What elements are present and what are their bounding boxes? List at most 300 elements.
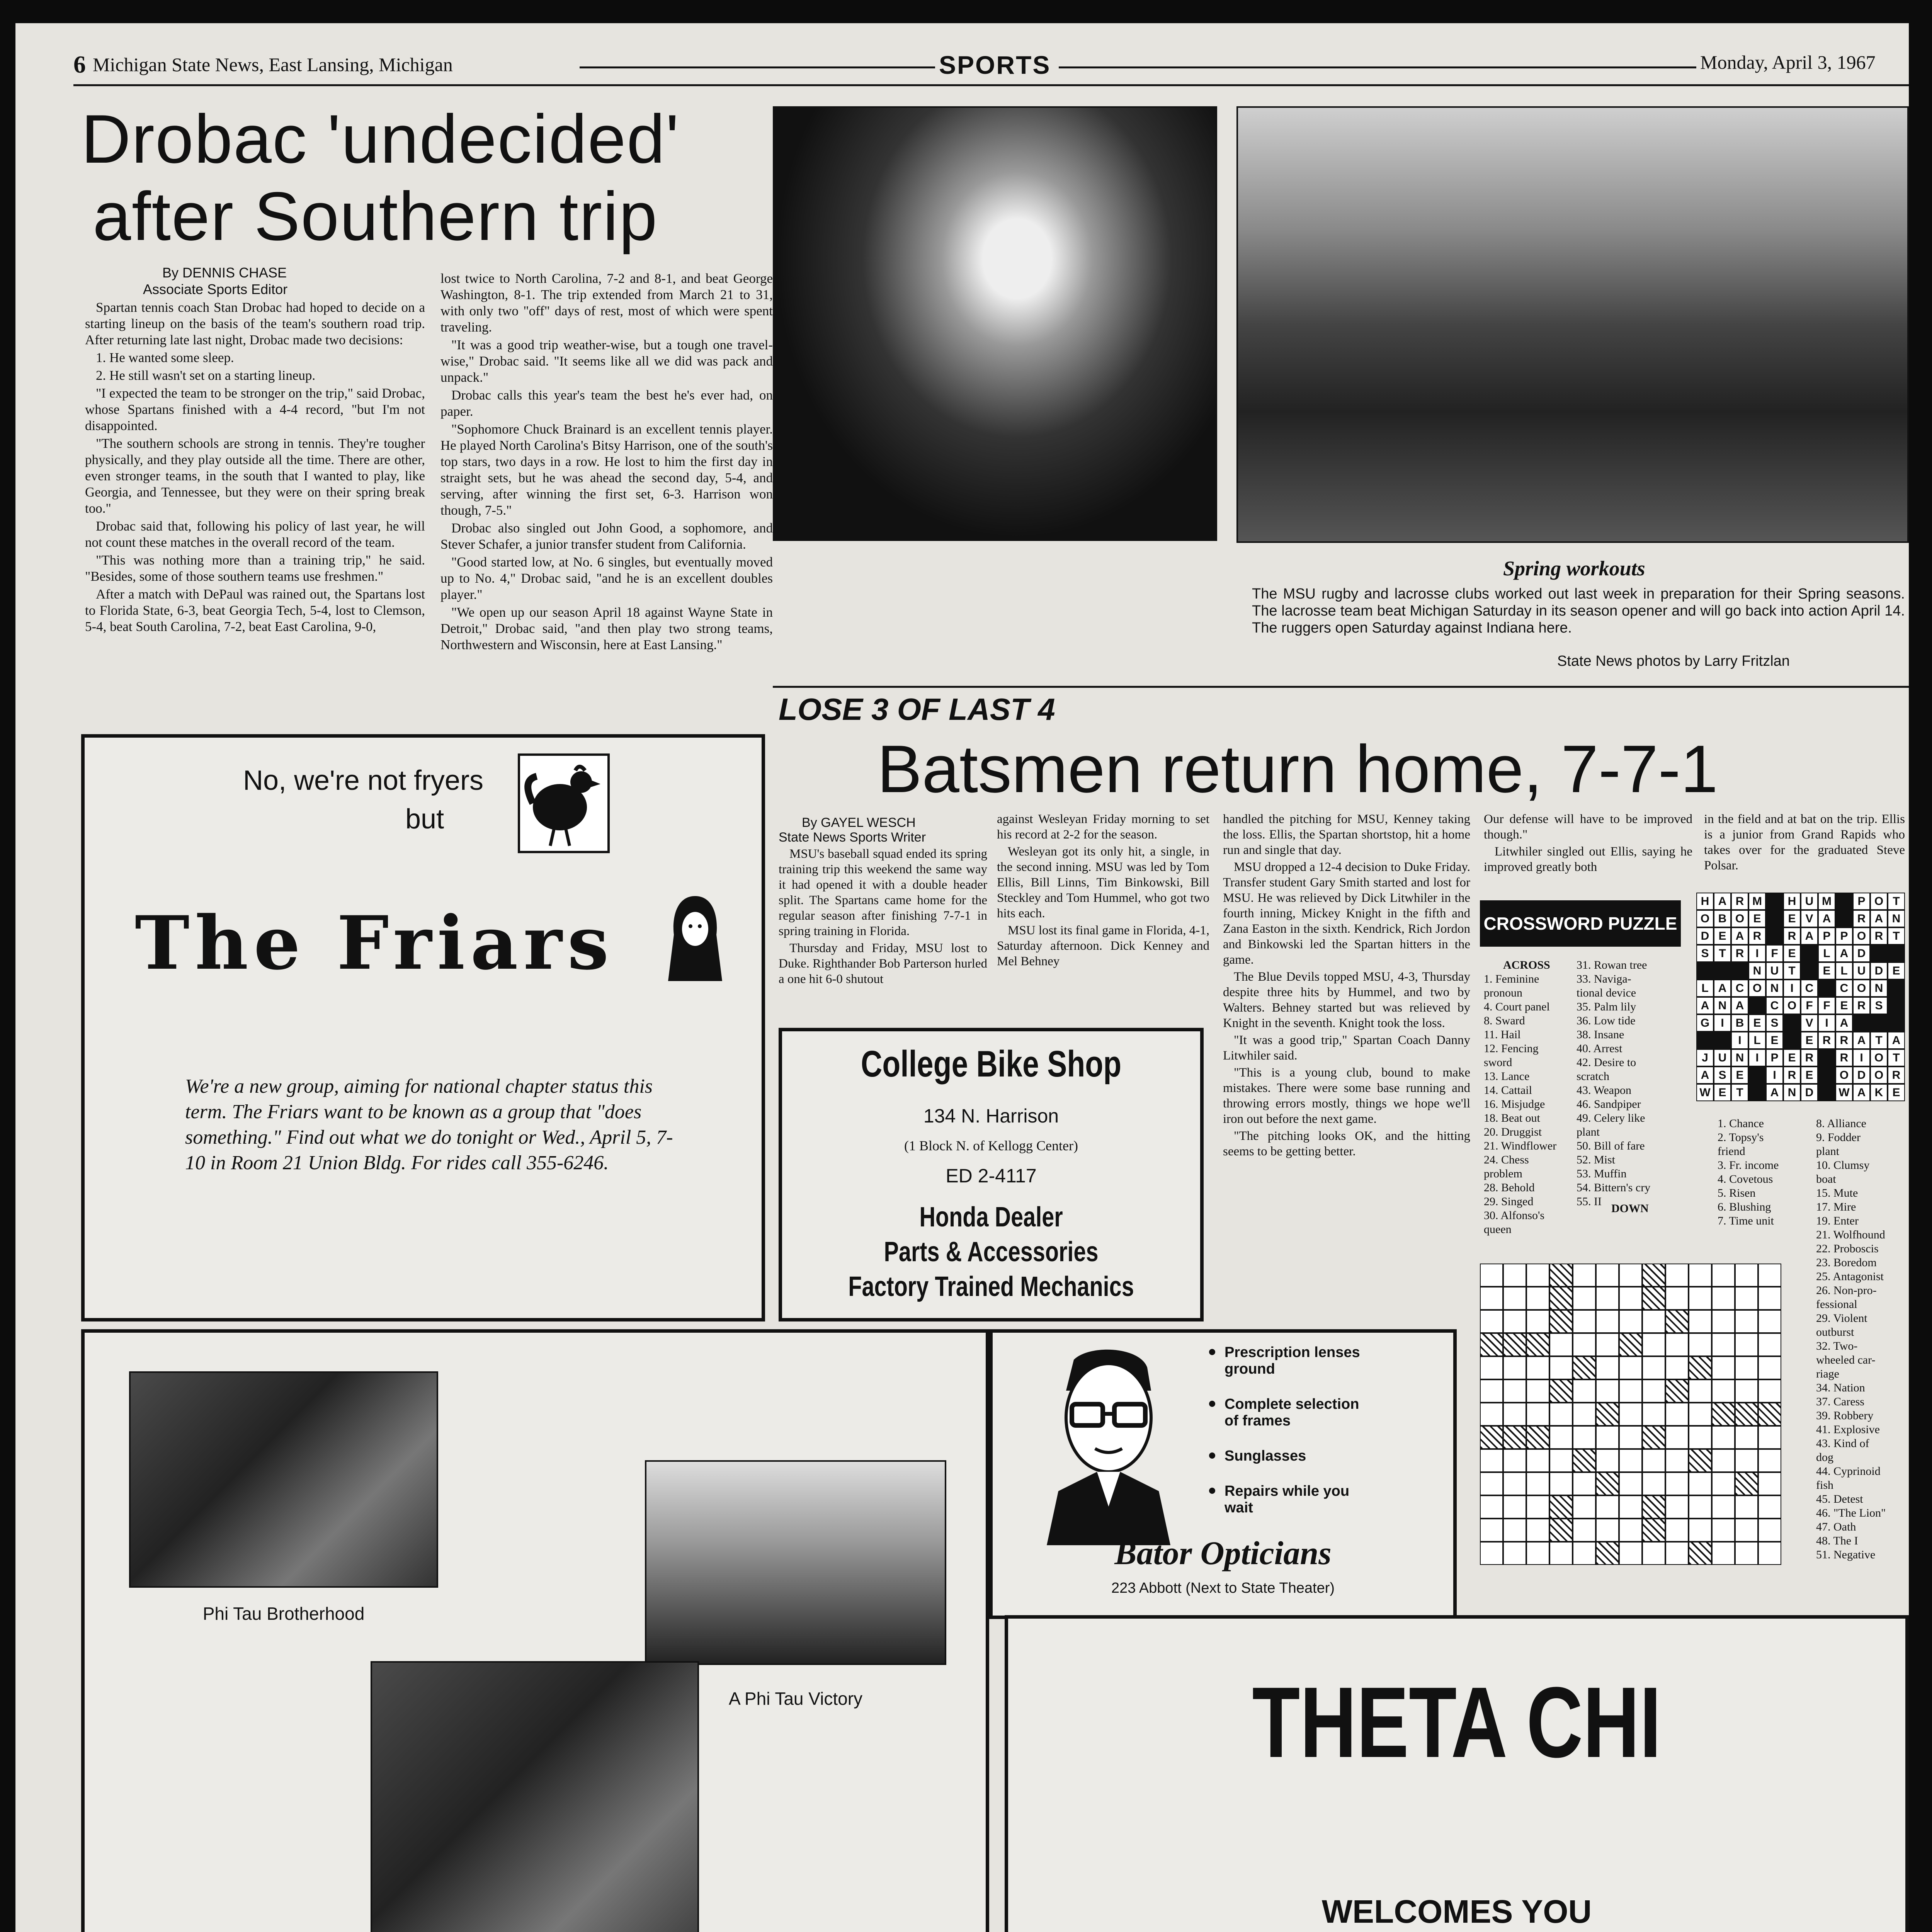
crossword-square[interactable] — [1619, 1519, 1642, 1542]
solution-cell: D — [1853, 1066, 1870, 1084]
crossword-square[interactable] — [1665, 1264, 1689, 1287]
solution-cell — [1870, 1014, 1888, 1032]
crossword-square[interactable] — [1526, 1542, 1549, 1565]
crossword-square[interactable] — [1503, 1472, 1526, 1495]
baseball-para: in the field and at bat on the trip. Ellis is a junior from Grand Rapids who takes over for the graduated Steve Polsar. — [1704, 812, 1905, 872]
crossword-square — [1573, 1449, 1596, 1472]
crossword-square[interactable] — [1503, 1495, 1526, 1519]
crossword-square[interactable] — [1480, 1495, 1503, 1519]
crossword-square[interactable] — [1503, 1403, 1526, 1426]
crossword-square[interactable] — [1712, 1333, 1735, 1356]
crossword-square[interactable] — [1549, 1449, 1573, 1472]
crossword-clue: 40. Arrest — [1577, 1042, 1622, 1055]
crossword-square[interactable] — [1503, 1264, 1526, 1287]
typically-phi-tau-photo — [371, 1661, 699, 1932]
crossword-square[interactable] — [1735, 1356, 1758, 1379]
crossword-square[interactable] — [1712, 1542, 1735, 1565]
crossword-square[interactable] — [1665, 1542, 1689, 1565]
crossword-clue: 32. Two- — [1816, 1340, 1858, 1352]
bullet-dot-icon — [1209, 1401, 1215, 1407]
solution-cell: O — [1783, 997, 1801, 1014]
crossword-square[interactable] — [1503, 1287, 1526, 1310]
crossword-square[interactable] — [1689, 1333, 1712, 1356]
solution-cell: S — [1696, 945, 1714, 962]
crossword-clue: 12. Fencing — [1484, 1042, 1539, 1055]
crossword-square[interactable] — [1573, 1519, 1596, 1542]
crossword-square[interactable] — [1758, 1310, 1781, 1333]
solution-cell: O — [1870, 1049, 1888, 1066]
newspaper-page — [15, 23, 1909, 1932]
crossword-square[interactable] — [1689, 1310, 1712, 1333]
crossword-square[interactable] — [1619, 1356, 1642, 1379]
crossword-square — [1665, 1379, 1689, 1403]
crossword-square[interactable] — [1526, 1449, 1549, 1472]
crossword-square[interactable] — [1573, 1495, 1596, 1519]
solution-cell: W — [1696, 1084, 1714, 1101]
crossword-clue: riage — [1816, 1367, 1839, 1380]
solution-cell: E — [1801, 1032, 1818, 1049]
crossword-clue: tional device — [1577, 986, 1636, 999]
solution-cell: K — [1870, 1084, 1888, 1101]
solution-cell: C — [1835, 980, 1853, 997]
bike-shop-directions: (1 Block N. of Kellogg Center) — [904, 1138, 1078, 1153]
crossword-square[interactable] — [1480, 1287, 1503, 1310]
crossword-clue: 9. Fodder — [1816, 1131, 1861, 1144]
crossword-square[interactable] — [1549, 1542, 1573, 1565]
crossword-clue: 3. Fr. income — [1718, 1159, 1779, 1172]
crossword-square[interactable] — [1619, 1403, 1642, 1426]
solution-cell: R — [1835, 1049, 1853, 1066]
crossword-square[interactable] — [1480, 1449, 1503, 1472]
solution-cell: D — [1870, 962, 1888, 980]
crossword-square[interactable] — [1573, 1472, 1596, 1495]
crossword-square[interactable] — [1549, 1356, 1573, 1379]
crossword-clue: 33. Naviga- — [1577, 973, 1631, 985]
crossword-square[interactable] — [1573, 1310, 1596, 1333]
crossword-clue: 14. Cattail — [1484, 1084, 1532, 1097]
masthead-rule-left — [580, 66, 935, 68]
crossword-square[interactable] — [1573, 1542, 1596, 1565]
crossword-square[interactable] — [1642, 1310, 1665, 1333]
crossword-square[interactable] — [1480, 1264, 1503, 1287]
solution-cell: V — [1801, 910, 1818, 927]
crossword-square[interactable] — [1758, 1519, 1781, 1542]
solution-cell — [1888, 997, 1905, 1014]
solution-cell: E — [1748, 910, 1766, 927]
crossword-square[interactable] — [1596, 1310, 1619, 1333]
crossword-square[interactable] — [1619, 1472, 1642, 1495]
solution-cell — [1835, 893, 1853, 910]
crossword-clue: 4. Covetous — [1718, 1173, 1773, 1185]
solution-cell — [1766, 927, 1783, 945]
crossword-square[interactable] — [1735, 1379, 1758, 1403]
solution-cell: L — [1748, 1032, 1766, 1049]
solution-cell: E — [1714, 927, 1731, 945]
crossword-square[interactable] — [1642, 1449, 1665, 1472]
crossword-square[interactable] — [1480, 1310, 1503, 1333]
solution-cell — [1801, 962, 1818, 980]
crossword-square[interactable] — [1549, 1472, 1573, 1495]
baseball-para: MSU's baseball squad ended its spring training trip this weekend the same way it had opened it with a double header split. The Spartans came home for the regular season after finishing 7-7-1 in spring training in Florida. — [779, 847, 987, 938]
crossword-square[interactable] — [1526, 1495, 1549, 1519]
section-divider — [773, 686, 1909, 688]
solution-cell: H — [1696, 893, 1714, 910]
crossword-square[interactable] — [1735, 1264, 1758, 1287]
solution-cell: R — [1748, 927, 1766, 945]
baseball-para: MSU lost its final game in Florida, 4-1, Saturday afternoon. Dick Kenney and Mel Behney — [997, 923, 1209, 968]
crossword-square[interactable] — [1642, 1472, 1665, 1495]
crossword-clue: 13. Lance — [1484, 1070, 1530, 1083]
crossword-square[interactable] — [1642, 1356, 1665, 1379]
crossword-square[interactable] — [1480, 1403, 1503, 1426]
crossword-clue: 19. Enter — [1816, 1214, 1859, 1227]
crossword-clue: 38. Insane — [1577, 1028, 1624, 1041]
crossword-square — [1526, 1426, 1549, 1449]
crossword-clue: 55. II — [1577, 1195, 1602, 1208]
crossword-square[interactable] — [1619, 1449, 1642, 1472]
solution-cell: I — [1731, 1032, 1748, 1049]
tennis-para: Drobac also singled out John Good, a sophomore, and Stever Schafer, a junior transfer student from California. — [440, 520, 773, 552]
crossword-square — [1735, 1403, 1758, 1426]
crossword-clue: 28. Behold — [1484, 1181, 1535, 1194]
crossword-square[interactable] — [1596, 1333, 1619, 1356]
crossword-clue: fessional — [1816, 1298, 1857, 1311]
crossword-clue: scratch — [1577, 1070, 1609, 1083]
crossword-square[interactable] — [1735, 1287, 1758, 1310]
crossword-square[interactable] — [1735, 1333, 1758, 1356]
tennis-para: "Sophomore Chuck Brainard is an excellent tennis player. He played North Carolina's Bitsy Harrison, one of the south's top stars, two days in a row. He lost to him the first day in straight sets, but he was ahead the second day, 5-4, and serving, after winning the first set, 6-3. Harrison won though, 7-5." — [440, 422, 773, 518]
crossword-square[interactable] — [1619, 1426, 1642, 1449]
crossword-clue: 4. Court panel — [1484, 1000, 1550, 1013]
solution-cell: B — [1731, 1014, 1748, 1032]
crossword-square[interactable] — [1712, 1264, 1735, 1287]
tennis-para: After a match with DePaul was rained out, the Spartans lost to Florida State, 6-3, beat Georgia Tech, 5-4, lost to Clemson, 5-4, beat South Carolina, 7-2, beat East Carolina, 9-0, — [85, 587, 425, 634]
crossword-square[interactable] — [1689, 1403, 1712, 1426]
photo-caption: Phi Tau Brotherhood — [202, 1604, 365, 1624]
solution-cell: R — [1731, 945, 1748, 962]
solution-cell — [1766, 910, 1783, 927]
crossword-clue: 11. Hail — [1484, 1028, 1521, 1041]
solution-cell: P — [1853, 893, 1870, 910]
crossword-clue: 21. Wolfhound — [1816, 1228, 1885, 1241]
crossword-square[interactable] — [1735, 1426, 1758, 1449]
solution-cell — [1783, 1014, 1801, 1032]
crossword-square[interactable] — [1735, 1495, 1758, 1519]
crossword-square[interactable] — [1689, 1287, 1712, 1310]
solution-cell: E — [1731, 1066, 1748, 1084]
crossword-clue: 39. Robbery — [1816, 1409, 1874, 1422]
solution-cell: A — [1853, 1084, 1870, 1101]
crossword-square — [1480, 1333, 1503, 1356]
crossword — [1480, 893, 1909, 1565]
crossword-square[interactable] — [1619, 1495, 1642, 1519]
crossword-square[interactable] — [1596, 1495, 1619, 1519]
tennis-byline: By DENNIS CHASE — [162, 265, 287, 281]
friars-ad — [81, 734, 765, 1321]
crossword-square[interactable] — [1526, 1310, 1549, 1333]
solution-cell: T — [1731, 1084, 1748, 1101]
crossword-square[interactable] — [1596, 1287, 1619, 1310]
solution-cell: F — [1766, 945, 1783, 962]
solution-cell: I — [1818, 1014, 1835, 1032]
issue-date: Monday, April 3, 1967 — [1700, 51, 1876, 73]
crossword-square[interactable] — [1758, 1449, 1781, 1472]
crossword-square[interactable] — [1596, 1449, 1619, 1472]
crossword-square[interactable] — [1712, 1519, 1735, 1542]
crossword-square[interactable] — [1735, 1519, 1758, 1542]
solution-cell — [1888, 1014, 1905, 1032]
crossword-square[interactable] — [1758, 1495, 1781, 1519]
crossword-clue: friend — [1718, 1145, 1745, 1158]
crossword-square[interactable] — [1573, 1264, 1596, 1287]
crossword-clue: 42. Desire to — [1577, 1056, 1636, 1069]
solution-cell: O — [1853, 980, 1870, 997]
crossword-square[interactable] — [1758, 1287, 1781, 1310]
crossword-square — [1642, 1426, 1665, 1449]
crossword-square[interactable] — [1619, 1264, 1642, 1287]
crossword-square[interactable] — [1758, 1426, 1781, 1449]
crossword-square[interactable] — [1758, 1356, 1781, 1379]
tennis-para: lost twice to North Carolina, 7-2 and 8-1, and beat George Washington, 8-1. The trip extended from March 21 to 31, with only two "off" days of rest, most of which were spent traveling. — [440, 271, 773, 335]
crossword-square[interactable] — [1665, 1403, 1689, 1426]
crossword-square[interactable] — [1549, 1333, 1573, 1356]
solution-cell: A — [1888, 1032, 1905, 1049]
crossword-clue: boat — [1816, 1173, 1836, 1185]
baseball-para: The Blue Devils topped MSU, 4-3, Thursday despite three hits by Hummel, and two by Walters. Behney started but was relieved by Knight in the seventh. Knight took the loss. — [1223, 970, 1470, 1030]
solution-cell: F — [1801, 997, 1818, 1014]
solution-cell — [1818, 1066, 1835, 1084]
solution-cell: S — [1870, 997, 1888, 1014]
crossword-square[interactable] — [1689, 1379, 1712, 1403]
crossword-clue: 2. Topsy's — [1718, 1131, 1764, 1144]
crossword-square[interactable] — [1665, 1449, 1689, 1472]
solution-cell — [1818, 1049, 1835, 1066]
baseball-byline-role: State News Sports Writer — [779, 830, 926, 845]
crossword-square[interactable] — [1503, 1542, 1526, 1565]
crossword-clue: plant — [1816, 1145, 1839, 1158]
solution-cell: E — [1783, 910, 1801, 927]
solution-cell: R — [1835, 1032, 1853, 1049]
crossword-square — [1689, 1449, 1712, 1472]
crossword-clue: 50. Bill of fare — [1577, 1139, 1645, 1152]
crossword-square[interactable] — [1526, 1519, 1549, 1542]
baseball-column-1 — [779, 846, 987, 1028]
crossword-clue: 20. Druggist — [1484, 1126, 1542, 1138]
crossword-square[interactable] — [1712, 1495, 1735, 1519]
optician-bullets — [1209, 1344, 1456, 1535]
solution-cell: I — [1714, 1014, 1731, 1032]
solution-cell: R — [1818, 1032, 1835, 1049]
crossword-square[interactable] — [1665, 1356, 1689, 1379]
solution-cell — [1801, 945, 1818, 962]
crossword-square[interactable] — [1712, 1379, 1735, 1403]
crossword-square[interactable] — [1665, 1472, 1689, 1495]
bike-shop-address: 134 N. Harrison — [923, 1105, 1059, 1127]
solution-cell: E — [1783, 1049, 1801, 1066]
crossword-square[interactable] — [1526, 1287, 1549, 1310]
tennis-para: "We open up our season April 18 against Wayne State in Detroit," Drobac said, "and then play two strong teams, Northwestern and Wisconsin, here at East Lansing." — [440, 605, 773, 652]
tennis-para: Drobac calls this year's team the best he's ever had, on paper. — [440, 388, 773, 419]
crossword-square[interactable] — [1689, 1472, 1712, 1495]
solution-cell: T — [1888, 1049, 1905, 1066]
crossword-square[interactable] — [1712, 1310, 1735, 1333]
crossword-square[interactable] — [1665, 1495, 1689, 1519]
crossword-square[interactable] — [1596, 1356, 1619, 1379]
crossword-square[interactable] — [1619, 1287, 1642, 1310]
crossword-square[interactable] — [1712, 1472, 1735, 1495]
glasses-man-icon — [1024, 1344, 1186, 1545]
crossword-square[interactable] — [1758, 1542, 1781, 1565]
crossword-square[interactable] — [1642, 1403, 1665, 1426]
friars-line-1: No, we're not fryers — [243, 765, 483, 796]
crossword-clue: 5. Risen — [1718, 1187, 1756, 1199]
tennis-headline-1: Drobac 'undecided' — [81, 100, 680, 177]
crossword-square[interactable] — [1642, 1542, 1665, 1565]
optician-bullet: Repairs while you wait — [1209, 1483, 1371, 1516]
crossword-square[interactable] — [1549, 1426, 1573, 1449]
tennis-para: Spartan tennis coach Stan Drobac had hoped to decide on a starting lineup on the basis of the team's southern road trip. After returning late last night, Drobac made two decisions: — [85, 300, 425, 347]
crossword-square[interactable] — [1758, 1472, 1781, 1495]
crossword-square[interactable] — [1526, 1472, 1549, 1495]
solution-cell: I — [1748, 945, 1766, 962]
crossword-square[interactable] — [1758, 1264, 1781, 1287]
crossword-clue: 29. Violent — [1816, 1312, 1867, 1325]
crossword-square[interactable] — [1689, 1264, 1712, 1287]
crossword-across-label: ACROSS — [1503, 959, 1550, 971]
solution-cell — [1888, 945, 1905, 962]
phi-kappa-tau-ad — [81, 1329, 989, 1932]
crossword-square[interactable] — [1480, 1519, 1503, 1542]
crossword-square[interactable] — [1596, 1426, 1619, 1449]
tennis-para: "The southern schools are strong in tennis. They're tougher physically, and they play outside all the time. There are other, even stronger teams, in the south that I wanted to play, like Georgia, and Tennessee, but they were on their spring break too." — [85, 436, 425, 516]
solution-cell: M — [1748, 893, 1766, 910]
crossword-square[interactable] — [1642, 1333, 1665, 1356]
crossword-square[interactable] — [1735, 1310, 1758, 1333]
crossword-square[interactable] — [1503, 1379, 1526, 1403]
crossword-square[interactable] — [1712, 1449, 1735, 1472]
crossword-square[interactable] — [1665, 1519, 1689, 1542]
crossword-square[interactable] — [1573, 1333, 1596, 1356]
crossword-square[interactable] — [1735, 1542, 1758, 1565]
crossword-square[interactable] — [1596, 1264, 1619, 1287]
baseball-para: MSU dropped a 12-4 decision to Duke Friday. Transfer student Gary Smith started and lost for MSU. He was relieved by Dick Litwhiler in the fourth inning, Mickey Knight in the fifth and Zana Easton in the sixth. Kendrick, Rich Jordon and Binkowski led the Spartan hitters in the game. — [1223, 860, 1470, 967]
crossword-square[interactable] — [1642, 1379, 1665, 1403]
crossword-square[interactable] — [1665, 1333, 1689, 1356]
crossword-square[interactable] — [1596, 1519, 1619, 1542]
crossword-clue: 48. The I — [1816, 1534, 1858, 1547]
crossword-clue: 26. Non-pro- — [1816, 1284, 1877, 1297]
masthead-underline — [73, 84, 1909, 86]
crossword-square[interactable] — [1503, 1356, 1526, 1379]
crossword-square[interactable] — [1596, 1379, 1619, 1403]
solution-cell: A — [1853, 1032, 1870, 1049]
crossword-square[interactable] — [1689, 1519, 1712, 1542]
crossword-clue: 54. Bittern's cry — [1577, 1181, 1651, 1194]
crossword-square — [1642, 1495, 1665, 1519]
crossword-square[interactable] — [1480, 1356, 1503, 1379]
bike-shop-line-1: Honda Dealer — [919, 1202, 1063, 1233]
crossword-square — [1549, 1264, 1573, 1287]
friars-name: The Friars — [135, 900, 614, 986]
optician-bullet: Prescription lenses ground — [1209, 1344, 1371, 1378]
crossword-square[interactable] — [1526, 1264, 1549, 1287]
solution-cell: D — [1853, 945, 1870, 962]
crossword-square[interactable] — [1712, 1356, 1735, 1379]
crossword-square[interactable] — [1526, 1379, 1549, 1403]
crossword-square[interactable] — [1480, 1542, 1503, 1565]
bullet-dot-icon — [1209, 1452, 1215, 1459]
solution-cell: V — [1801, 1014, 1818, 1032]
crossword-square — [1526, 1333, 1549, 1356]
crossword-square[interactable] — [1549, 1403, 1573, 1426]
crossword-clue: 52. Mist — [1577, 1153, 1616, 1166]
page-number: 6 — [73, 51, 86, 78]
crossword-clue: 22. Proboscis — [1816, 1242, 1879, 1255]
crossword-square[interactable] — [1480, 1379, 1503, 1403]
workouts-credit: State News photos by Larry Fritzlan — [1557, 653, 1790, 669]
solution-cell: C — [1766, 997, 1783, 1014]
solution-cell: E — [1888, 1084, 1905, 1101]
crossword-square[interactable] — [1526, 1403, 1549, 1426]
crossword-square[interactable] — [1619, 1542, 1642, 1565]
solution-cell: T — [1783, 962, 1801, 980]
crossword-blank-grid[interactable] — [1480, 1264, 1804, 1565]
solution-cell: T — [1888, 927, 1905, 945]
crossword-square — [1642, 1519, 1665, 1542]
solution-cell: O — [1835, 1066, 1853, 1084]
crossword-square[interactable] — [1712, 1426, 1735, 1449]
crossword-square[interactable] — [1503, 1519, 1526, 1542]
crossword-square — [1642, 1287, 1665, 1310]
crossword-square[interactable] — [1573, 1287, 1596, 1310]
crossword-square[interactable] — [1503, 1310, 1526, 1333]
solution-cell: J — [1696, 1049, 1714, 1066]
crossword-square[interactable] — [1619, 1379, 1642, 1403]
rugby-photo — [1236, 106, 1909, 543]
crossword-clue: 31. Rowan tree — [1577, 959, 1647, 971]
crossword-square[interactable] — [1665, 1287, 1689, 1310]
crossword-clue: 25. Antagonist — [1816, 1270, 1884, 1283]
solution-cell — [1731, 962, 1748, 980]
bike-shop-ad — [779, 1028, 1204, 1321]
theta-chi-name: THETA CHI — [1252, 1667, 1662, 1779]
crossword-square[interactable] — [1665, 1426, 1689, 1449]
solution-cell: T — [1870, 1032, 1888, 1049]
crossword-square[interactable] — [1689, 1426, 1712, 1449]
crossword-square[interactable] — [1573, 1426, 1596, 1449]
crossword-square[interactable] — [1619, 1310, 1642, 1333]
crossword-square[interactable] — [1735, 1449, 1758, 1472]
solution-cell: I — [1766, 1066, 1783, 1084]
crossword-square[interactable] — [1758, 1333, 1781, 1356]
optician-name: Bator Opticians — [1114, 1534, 1332, 1571]
crossword-square[interactable] — [1526, 1356, 1549, 1379]
crossword-square[interactable] — [1712, 1287, 1735, 1310]
crossword-square[interactable] — [1573, 1379, 1596, 1403]
crossword-square[interactable] — [1758, 1379, 1781, 1403]
crossword-clue: problem — [1484, 1167, 1522, 1180]
crossword-square — [1549, 1287, 1573, 1310]
crossword-square[interactable] — [1480, 1472, 1503, 1495]
monk-icon — [660, 892, 730, 985]
crossword-square[interactable] — [1503, 1449, 1526, 1472]
baseball-column-3 — [1223, 811, 1470, 1314]
solution-cell: E — [1888, 962, 1905, 980]
tennis-byline-role: Associate Sports Editor — [143, 281, 288, 297]
crossword-square[interactable] — [1689, 1495, 1712, 1519]
bullet-dot-icon — [1209, 1349, 1215, 1355]
crossword-square[interactable] — [1573, 1403, 1596, 1426]
